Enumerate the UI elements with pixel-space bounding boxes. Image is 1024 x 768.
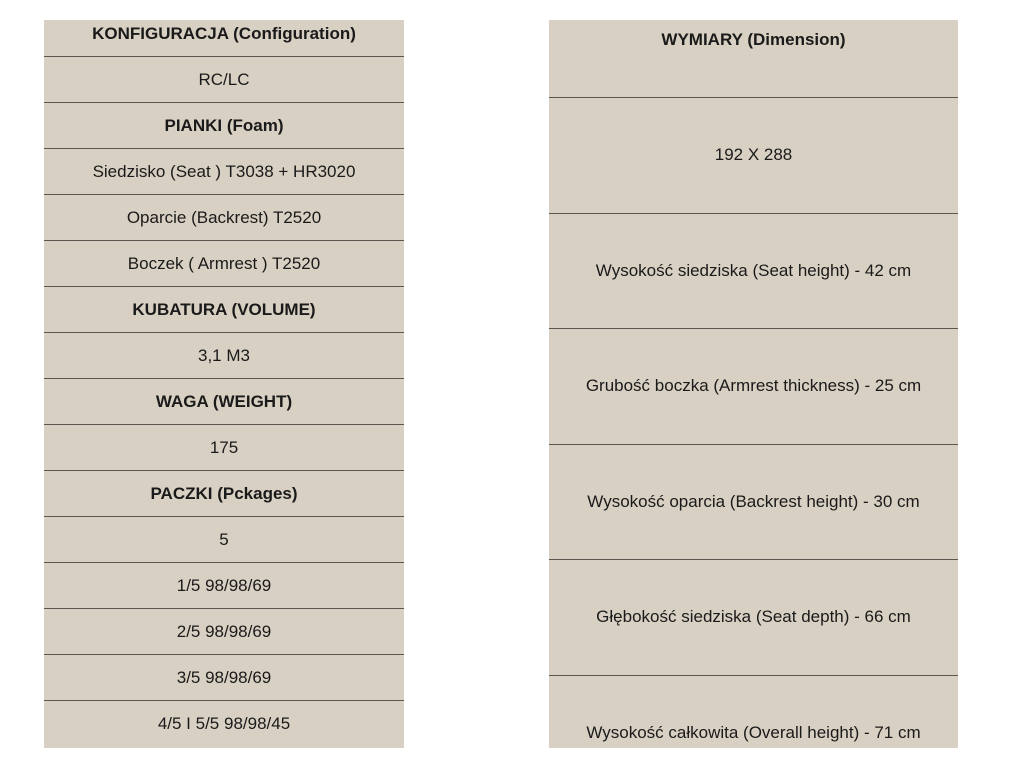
- backrest-height-value: Wysokość oparcia (Backrest height) - 30 cm: [549, 445, 958, 561]
- volume-value: 3,1 M3: [44, 333, 404, 379]
- configuration-header: KONFIGURACJA (Configuration): [44, 20, 404, 57]
- dimensions-table: [549, 20, 958, 748]
- packages-header: PACZKI (Pckages): [44, 471, 404, 517]
- overall-size-value: 192 X 288: [549, 98, 958, 214]
- overall-height-value: Wysokość całkowita (Overall height) - 71 cm: [586, 722, 921, 742]
- volume-header: KUBATURA (VOLUME): [44, 287, 404, 333]
- packages-count-value: 5: [44, 517, 404, 563]
- dimensions-header: WYMIARY (Dimension): [549, 20, 958, 98]
- seat-height-value: Wysokość siedziska (Seat height) - 42 cm: [549, 214, 958, 330]
- package-1-value: 1/5 98/98/69: [44, 563, 404, 609]
- foam-armrest-value: Boczek ( Armrest ) T2520: [44, 241, 404, 287]
- foam-seat-value: Siedzisko (Seat ) T3038 + HR3020: [44, 149, 404, 195]
- foam-backrest-value: Oparcie (Backrest) T2520: [44, 195, 404, 241]
- configuration-value: RC/LC: [44, 57, 404, 103]
- foam-header: PIANKI (Foam): [44, 103, 404, 149]
- weight-header: WAGA (WEIGHT): [44, 379, 404, 425]
- specification-table: [44, 20, 404, 748]
- seat-depth-value: Głębokość siedziska (Seat depth) - 66 cm: [549, 560, 958, 676]
- package-4-5-value: 4/5 I 5/5 98/98/45: [157, 714, 291, 733]
- armrest-thickness-value: Grubość boczka (Armrest thickness) - 25 cm: [549, 329, 958, 445]
- package-2-value: 2/5 98/98/69: [44, 609, 404, 655]
- weight-value: 175: [44, 425, 404, 471]
- package-3-value: 3/5 98/98/69: [44, 655, 404, 701]
